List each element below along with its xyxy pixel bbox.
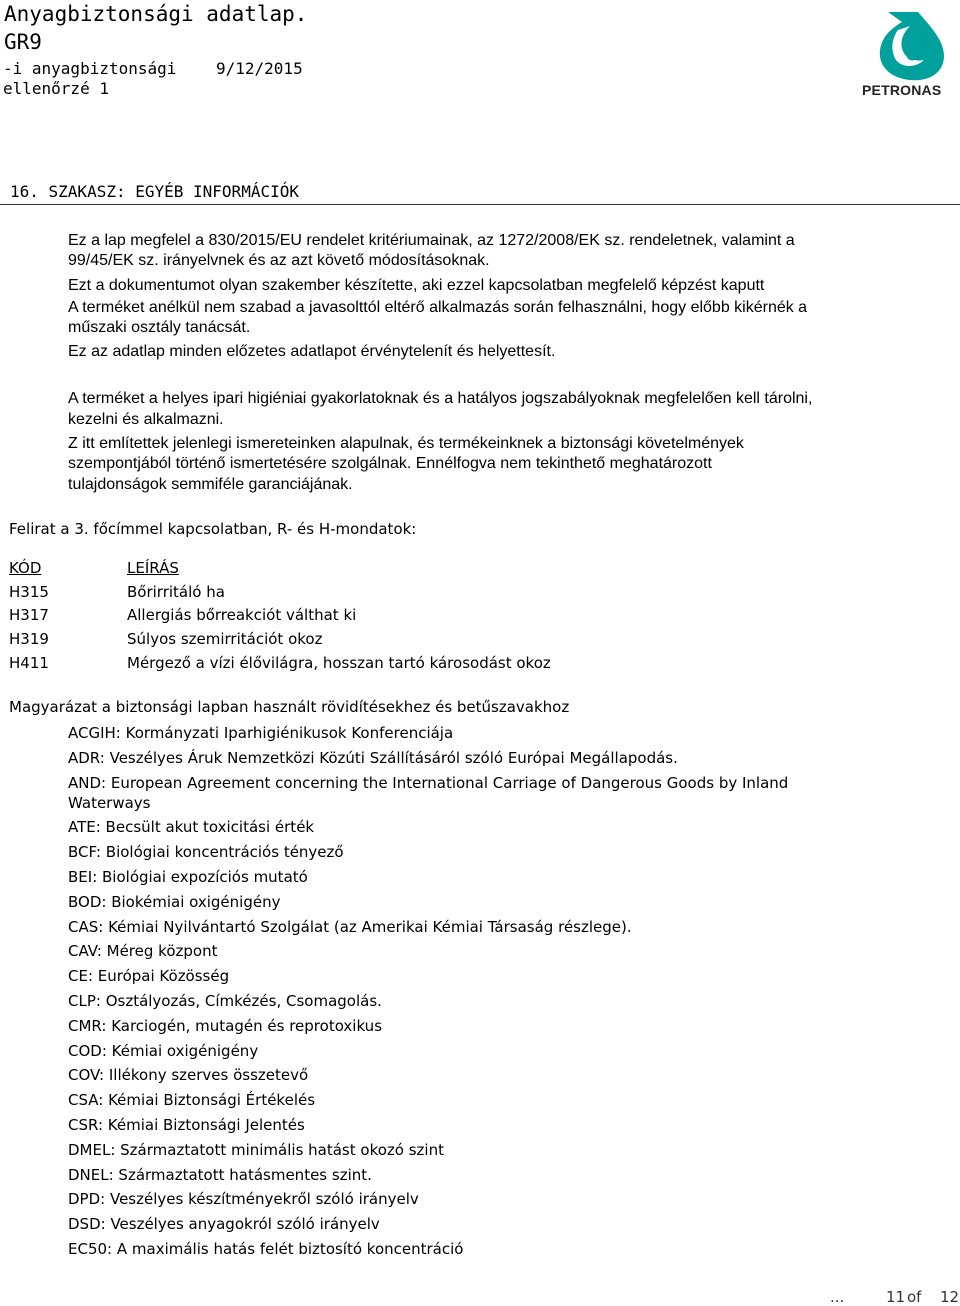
codes-column [9, 557, 49, 675]
page-number-current: 11 [886, 1288, 906, 1306]
code-cell: H411 [9, 653, 49, 672]
list-item: CMR: Karciogén, mutagén és reprotoxikus [68, 1016, 383, 1035]
abbreviations-title: Magyarázat a biztonsági lapban használt rövidítésekhez és betűszavakhoz [9, 698, 570, 716]
code-cell: H315 [9, 582, 49, 601]
header-date: 9/12/2015 [216, 59, 303, 78]
list-item: AND: European Agreement concerning the International Carriage of Dangerous Goods by Inland [68, 773, 789, 792]
para-disclaimer-2: szempontjából történő ismertetésére szolgálnak. Ennélfogva nem tekinthető meghatározott [68, 455, 712, 472]
section-divider [0, 204, 960, 205]
list-item: DNEL: Származtatott hatásmentes szint. [68, 1165, 372, 1184]
label-intro: Felirat a 3. főcímmel kapcsolatban, R- és H-mondatok: [9, 520, 417, 538]
product-name: GR9 [4, 30, 42, 54]
desc-header: LEÍRÁS [127, 559, 179, 577]
document-title: Anyagbiztonsági adatlap. [4, 2, 308, 26]
page-number-of: of [907, 1288, 922, 1306]
list-item: BEI: Biológiai expozíciós mutató [68, 867, 308, 886]
list-item: CLP: Osztályozás, Címkézés, Csomagolás. [68, 991, 382, 1010]
abbreviations-list [68, 723, 948, 1264]
section-title: 16. SZAKASZ: EGYÉB INFORMÁCIÓK [10, 182, 299, 201]
code-header: KÓD [9, 559, 42, 577]
list-item: BOD: Biokémiai oxigénigény [68, 892, 281, 911]
petronas-logo-text: PETRONAS [862, 82, 942, 98]
para-disclaimer-3: tulajdonságok semmiféle garanciájának. [68, 476, 353, 493]
para-storage-1: A terméket a helyes ipari higiéniai gyakorlatoknak és a hatályos jogszabályoknak megfelelően kell tárolni, [68, 390, 813, 407]
desc-cell: Bőrirritáló ha [127, 582, 225, 601]
footer-ellipsis: ... [830, 1288, 845, 1306]
list-item: Waterways [68, 793, 151, 812]
para-regulation-2: 99/45/EK sz. irányelvnek és az azt követő módosításoknak. [68, 252, 490, 269]
header-revision-line: -i anyagbiztonsági [3, 59, 177, 78]
list-item: ACGIH: Kormányzati Iparhigiénikusok Konferenciája [68, 724, 454, 742]
list-item: CSR: Kémiai Biztonsági Jelentés [68, 1115, 305, 1134]
list-item: ADR: Veszélyes Áruk Nemzetközi Közúti Szállításáról szóló Európai Megállapodás. [68, 748, 678, 767]
list-item: COD: Kémiai oxigénigény [68, 1041, 259, 1060]
descriptions-column [127, 557, 551, 675]
list-item: CE: Európai Közösség [68, 967, 230, 986]
desc-cell: Mérgező a vízi élővilágra, hosszan tartó károsodást okoz [127, 653, 551, 672]
list-item: CAS: Kémiai Nyilvántartó Szolgálat (az Amerikai Kémiai Társaság részlege). [68, 917, 632, 936]
desc-cell: Allergiás bőrreakciót válthat ki [127, 606, 357, 625]
desc-cell: Súlyos szemirritációt okoz [127, 630, 323, 649]
para-disclaimer-1: Z itt említettek jelenlegi ismereteinken alapulnak, és termékeinknek a biztonsági követelmények [68, 435, 744, 452]
para-author: Ezt a dokumentumot olyan szakember készítette, aki ezzel kapcsolatban megfelelő képzést kaputt [68, 277, 765, 294]
list-item: ATE: Becsült akut toxicitási érték [68, 818, 315, 837]
list-item: CSA: Kémiai Biztonsági Értékelés [68, 1091, 316, 1110]
list-item: CAV: Méreg központ [68, 942, 218, 961]
para-supersedes: Ez az adatlap minden előzetes adatlapot érvénytelenít és helyettesít. [68, 343, 556, 360]
list-item: DMEL: Származtatott minimális hatást okozó szint [68, 1140, 444, 1159]
para-usage-1: A terméket anélkül nem szabad a javasolttól eltérő alkalmazás során felhasználni, hogy előbb kikérnék a [68, 299, 808, 316]
list-item: EC50: A maximális hatás felét biztosító koncentráció [68, 1239, 464, 1258]
list-item: DSD: Veszélyes anyagokról szóló irányelv [68, 1215, 380, 1234]
list-item: COV: Illékony szerves összetevő [68, 1066, 309, 1085]
code-cell: H319 [9, 630, 49, 649]
para-regulation-1: Ez a lap megfelel a 830/2015/EU rendelet kritériumainak, az 1272/2008/EK sz. rendeletnek, valamint a [68, 232, 795, 249]
list-item: BCF: Biológiai koncentrációs tényező [68, 843, 344, 862]
code-cell: H317 [9, 606, 49, 625]
list-item: DPD: Veszélyes készítményekről szóló irányelv [68, 1190, 419, 1209]
para-storage-2: kezelni és alkalmazni. [68, 411, 224, 428]
page-number-total: 12 [940, 1288, 960, 1306]
header-revision-line-2: ellenőrzé 1 [3, 79, 109, 98]
para-usage-2: műszaki osztály tanácsát. [68, 319, 251, 336]
